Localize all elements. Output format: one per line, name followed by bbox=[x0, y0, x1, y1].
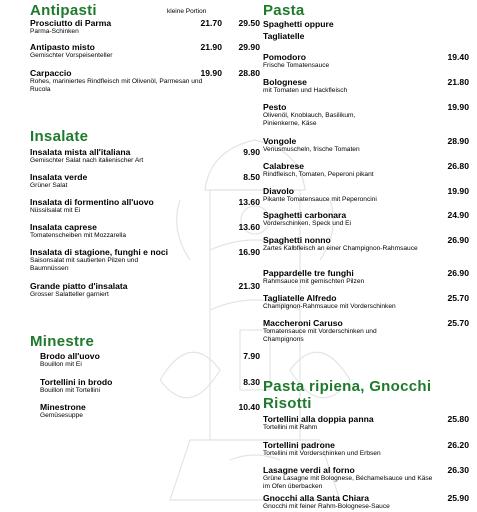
menu-item: Insalata di formentino all'uovo Nüssilsalat mit Ei 13.60 bbox=[30, 197, 260, 214]
menu-item: Spaghetti carbonara Vorderschinken, Speck und Ei 24.90 bbox=[263, 210, 469, 227]
menu-item: Insalata mista all'italiana Gemischter Salat nach italienischer Art 9.90 bbox=[30, 147, 260, 164]
menu-item: Prosciutto di Parma Parma-Schinken 21.70 29.50 bbox=[30, 18, 260, 35]
menu-item: Insalata verde Grüner Salat 8.50 bbox=[30, 172, 260, 189]
menu-item: Tortellini alla doppia panna Tortellini mit Rahm 25.80 bbox=[263, 414, 469, 431]
pasta-subtitle: Tagliatelle bbox=[263, 31, 305, 41]
minestre-heading: Minestre bbox=[30, 333, 95, 350]
menu-item: Calabrese Rindfleisch, Tomaten, Peperoni pikant 26.80 bbox=[263, 161, 469, 178]
menu-item: Pomodoro Frische Tomatensauce 19.40 bbox=[263, 52, 469, 69]
menu-item: Brodo all'uovo Bouillon mit Ei 7.90 bbox=[40, 351, 260, 368]
risotti-heading: Risotti bbox=[263, 395, 312, 412]
menu-item: Vongole Venusmuscheln, frische Tomaten 28.90 bbox=[263, 136, 469, 153]
menu-item: Carpaccio Rohes, mariniertes Rindfleisch mit Olivenöl, Parmesan und Rucola 19.90 28.80 bbox=[30, 68, 260, 93]
menu-item: Tortellini padrone Tortellini mit Vorderschinken und Erbsen 26.20 bbox=[263, 440, 469, 457]
insalate-heading: Insalate bbox=[30, 128, 89, 145]
menu-item: Gnocchi alla Santa Chiara Gnocchi mit feiner Rahm-Bolognese-Sauce 25.90 bbox=[263, 493, 469, 510]
menu-item: Insalata di stagione, funghi e noci Saisonsalat mit sautierten Pilzen und Baumnüssen 16.90 bbox=[30, 247, 260, 272]
menu-item: Minestrone Gemüsesuppe 10.40 bbox=[40, 402, 260, 419]
menu-item: Grande piatto d'insalata Grosser Salatteller garniert 21.30 bbox=[30, 281, 260, 298]
menu-item: Bolognese mit Tomaten und Hackfleisch 21.80 bbox=[263, 77, 469, 94]
pasta-heading: Pasta bbox=[263, 2, 305, 19]
menu-item: Pappardelle tre funghi Rahmsauce mit gemischten Pilzen 26.90 bbox=[263, 268, 469, 285]
menu-item: Antipasto misto Gemischter Vorspeisenteller 21.90 29.90 bbox=[30, 42, 260, 59]
small-portion-label: kleine Portion bbox=[167, 8, 207, 15]
antipasti-heading: Antipasti bbox=[30, 2, 97, 19]
menu-item: Pesto Olivenöl, Knoblauch, Basilikum, Pinienkerne, Käse 19.90 bbox=[263, 102, 469, 127]
menu-item: Maccheroni Caruso Tomatensauce mit Vorderschinken und Champignons 25.70 bbox=[263, 318, 469, 343]
menu-item: Insalata caprese Tomatenscheiben mit Mozzarella 13.60 bbox=[30, 222, 260, 239]
menu-item: Tortellini in brodo Bouillon mit Tortellini 8.30 bbox=[40, 377, 260, 394]
menu-item: Spaghetti nonno Zartes Kalbfleisch an einer Champignon-Rahmsauce 26.90 bbox=[263, 235, 469, 252]
menu-item: Diavolo Pikante Tomatensauce mit Peperoncini 19.90 bbox=[263, 186, 469, 203]
menu-item: Tagliatelle Alfredo Champignon-Rahmsauce mit Vorderschinken 25.70 bbox=[263, 293, 469, 310]
menu-item: Lasagne verdi al forno Grüne Lasagne mit Bolognese, Béchamelsauce und Käse im Ofen überbacken 26.30 bbox=[263, 465, 469, 490]
pasta-subtitle: Spaghetti oppure bbox=[263, 19, 334, 29]
pasta-ripiena-heading: Pasta ripiena, Gnocchi bbox=[263, 378, 432, 395]
